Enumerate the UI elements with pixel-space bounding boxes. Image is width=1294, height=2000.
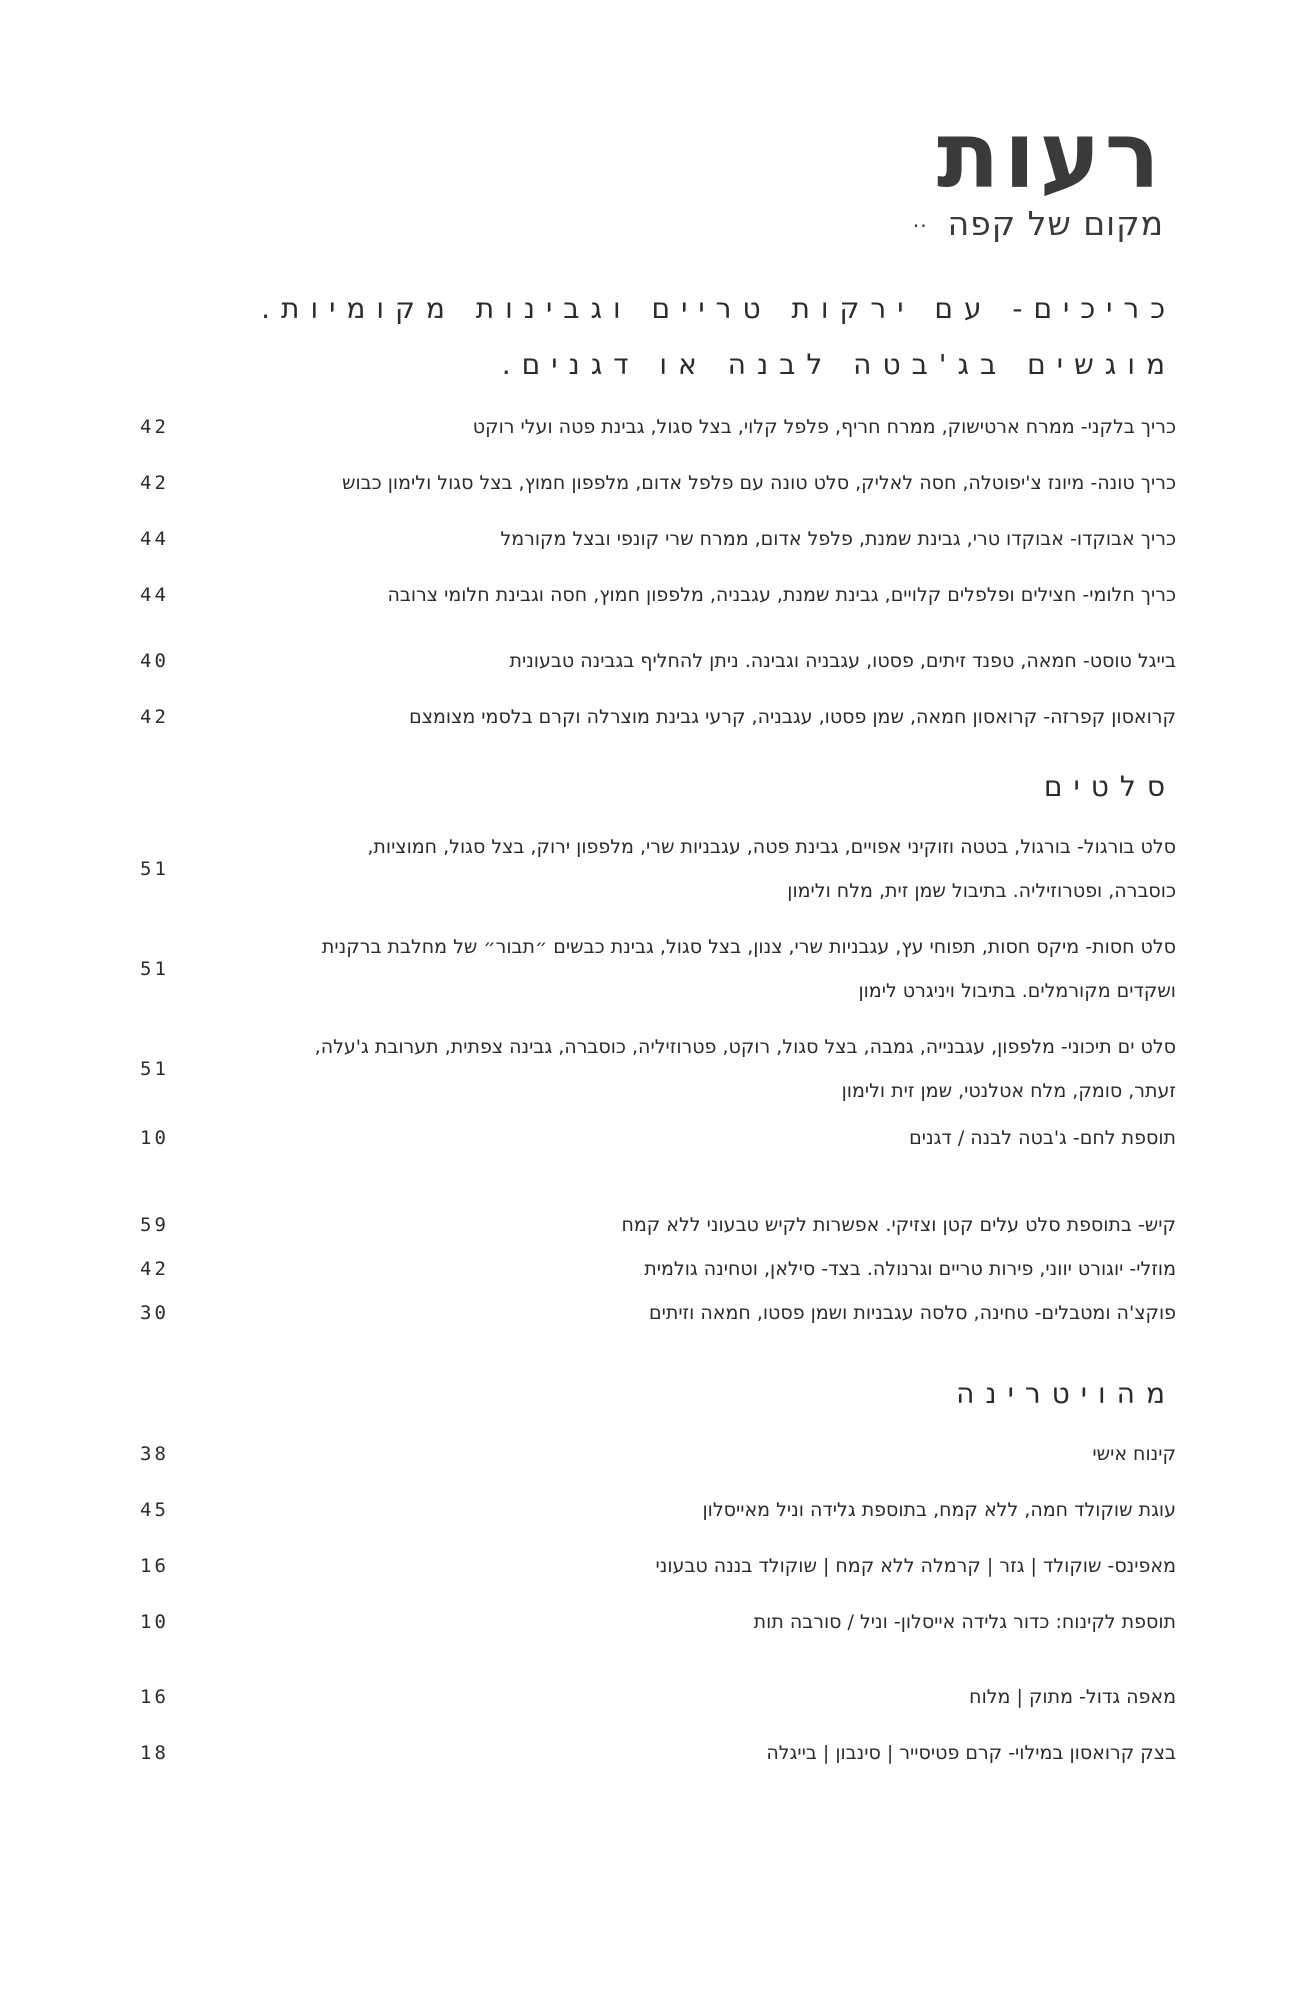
menu-item (140, 1544, 1176, 1588)
item-description-line: ושקדים מקורמלים. בתיבול ויניגרט לימון (858, 980, 1176, 1002)
item-description (200, 695, 1176, 739)
item-description-line: כוסברה, ופטרוזיליה. בתיבול שמן זית, מלח ולימון (787, 880, 1176, 902)
item-price: 51 (140, 858, 169, 880)
menu-item (140, 1675, 1176, 1719)
item-description (200, 1731, 1176, 1775)
item-description-line: כריך חלומי- חצילים ופלפלים קלויים, גבינת שמנת, עגבניה, מלפפון חמוץ, חסה וגבינת חלומי צרובה (387, 584, 1176, 606)
item-description (200, 1203, 1176, 1247)
logo-tagline-text: מקום של קפה (947, 204, 1164, 243)
item-price: 42 (140, 472, 169, 494)
item-price: 18 (140, 1742, 169, 1764)
item-description (200, 825, 1176, 913)
item-description-line: זעתר, סומק, מלח אטלנטי, שמן זית ולימון (841, 1080, 1176, 1102)
item-price: 44 (140, 528, 169, 550)
item-price: 38 (140, 1443, 169, 1465)
item-price: 59 (140, 1214, 169, 1236)
logo (912, 102, 1164, 246)
item-description-line: בצק קרואסון במילוי- קרם פטיסייר | סינבון | בייגלה (766, 1742, 1176, 1764)
item-price: 10 (140, 1611, 169, 1633)
item-description (200, 1291, 1176, 1335)
section-heading-salads: סלטים (1043, 770, 1176, 803)
logo-tagline (913, 204, 1164, 246)
menu-item (140, 1291, 1176, 1335)
item-description (200, 1488, 1176, 1532)
logo-dots-icon: ·· (912, 213, 928, 238)
item-description (200, 573, 1176, 617)
item-description (200, 925, 1176, 1013)
item-price: 44 (140, 584, 169, 606)
item-description-line: סלט ים תיכוני- מלפפון, עגבנייה, גמבה, בצל סגול, רוקט, פטרוזיליה, כוסברה, גבינה צפתית, תערובת ג'עלה, (314, 1036, 1176, 1058)
item-price: 40 (140, 650, 169, 672)
menu-item (140, 1116, 1176, 1160)
item-description-line: קיש- בתוספת סלט עלים קטן וצזיקי. אפשרות לקיש טבעוני ללא קמח (621, 1214, 1176, 1236)
item-price: 30 (140, 1302, 169, 1324)
menu-item (140, 639, 1176, 683)
item-description-line: בייגל טוסט- חמאה, טפנד זיתים, פסטו, עגבניה וגבינה. ניתן להחליף בגבינה טבעונית (509, 650, 1176, 672)
menu-item (140, 925, 1176, 1013)
item-description (200, 1116, 1176, 1160)
item-description-line: מאפה גדול- מתוק | מלוח (969, 1686, 1176, 1708)
item-description (200, 1675, 1176, 1719)
menu-item (140, 825, 1176, 913)
item-price: 16 (140, 1555, 169, 1577)
menu-item (140, 1731, 1176, 1775)
item-description-line: מאפינס- שוקולד | גזר | קרמלה ללא קמח | שוקולד בננה טבעוני (655, 1555, 1176, 1577)
item-description-line: תוספת לחם- ג'בטה לבנה / דגנים (909, 1127, 1176, 1149)
item-price: 10 (140, 1127, 169, 1149)
item-description-line: סלט חסות- מיקס חסות, תפוחי עץ, עגבניות שרי, צנון, בצל סגול, גבינת כבשים ״תבור״ של מחלבת ברקנית (321, 936, 1176, 958)
item-description (200, 639, 1176, 683)
menu-item (140, 461, 1176, 505)
item-price: 42 (140, 416, 169, 438)
item-description (200, 1600, 1176, 1644)
item-description-line: מוזלי- יוגורט יווני, פירות טריים וגרנולה. בצד- סילאן, וטחינה גולמית (644, 1258, 1176, 1280)
item-price: 45 (140, 1499, 169, 1521)
item-price: 51 (140, 1058, 169, 1080)
item-description (200, 517, 1176, 561)
menu-item (140, 1488, 1176, 1532)
item-description-line: תוספת לקינוח: כדור גלידה אייסלון- וניל / סורבה תות (753, 1611, 1176, 1633)
menu-item (140, 517, 1176, 561)
item-description (200, 1247, 1176, 1291)
menu-item (140, 1432, 1176, 1476)
item-description-line: עוגת שוקולד חמה, ללא קמח, בתוספת גלידה וניל מאייסלון (702, 1499, 1176, 1521)
menu-item (140, 695, 1176, 739)
item-price: 51 (140, 958, 169, 980)
item-description (200, 1025, 1176, 1113)
menu-item (140, 573, 1176, 617)
item-description (200, 1432, 1176, 1476)
item-description-line: קינוח אישי (1092, 1443, 1176, 1465)
item-description-line: סלט בורגול- בורגול, בטטה וזוקיני אפויים, גבינת פטה, עגבניות שרי, מלפפון ירוק, בצל סגול, חמוציות, (367, 836, 1176, 858)
item-price: 42 (140, 706, 169, 728)
item-description (200, 461, 1176, 505)
item-description-line: כריך בלקני- ממרח ארטישוק, ממרח חריף, פלפל קלוי, בצל סגול, גבינת פטה ועלי רוקט (472, 416, 1176, 438)
item-description-line: כריך טונה- מיונז צ'יפוטלה, חסה לאליק, סלט טונה עם פלפל אדום, מלפפון חמוץ, בצל סגול ולימון כבוש (342, 472, 1176, 494)
item-description-line: פוקצ'ה ומטבלים- טחינה, סלסה עגבניות ושמן פסטו, חמאה וזיתים (648, 1302, 1176, 1324)
menu-item (140, 1600, 1176, 1644)
menu-item (140, 1025, 1176, 1113)
logo-name: רעות (936, 102, 1164, 209)
menu-item (140, 1203, 1176, 1247)
item-description (200, 405, 1176, 449)
menu-item (140, 405, 1176, 449)
item-price: 16 (140, 1686, 169, 1708)
section-subheading-wraps: מוגשים בג'בטה לבנה או דגנים. (501, 348, 1176, 381)
item-description-line: קרואסון קפרזה- קרואסון חמאה, שמן פסטו, עגבניה, קרעי גבינת מוצרלה וקרם בלסמי מצומצם (409, 706, 1176, 728)
section-heading-wraps: כריכים- עם ירקות טריים וגבינות מקומיות. (261, 292, 1176, 325)
item-price: 42 (140, 1258, 169, 1280)
item-description (200, 1544, 1176, 1588)
item-description-line: כריך אבוקדו- אבוקדו טרי, גבינת שמנת, פלפל אדום, ממרח שרי קונפי ובצל מקורמל (500, 528, 1176, 550)
menu-item (140, 1247, 1176, 1291)
section-heading-patisserie: מהויטרינה (956, 1377, 1176, 1410)
